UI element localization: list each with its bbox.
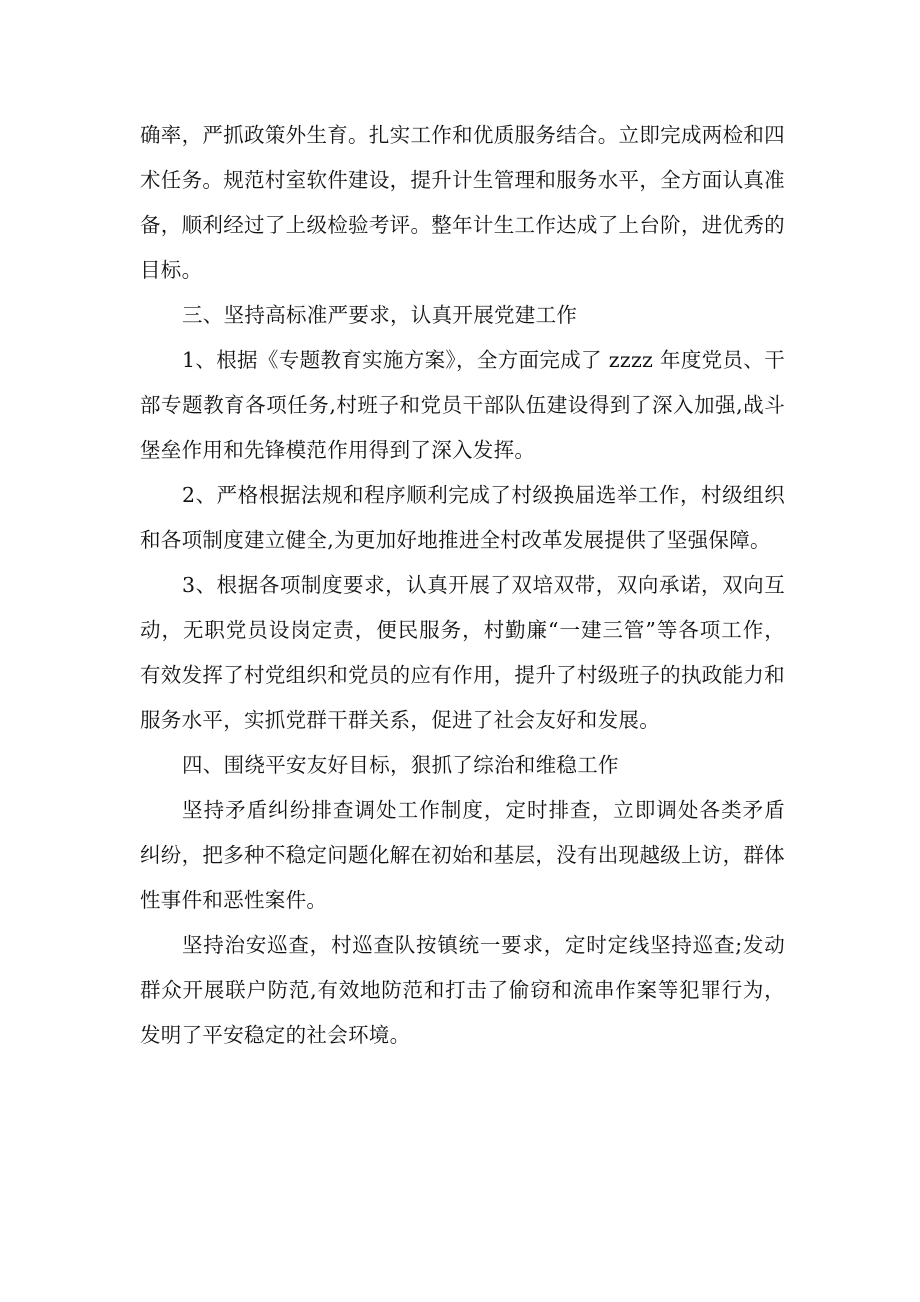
heading-public-security: 四、围绕平安友好目标，狠抓了综治和维稳工作 xyxy=(182,753,619,777)
paragraph-party-item-2: 2、严格根据法规和程序顺利完成了村级换届选举工作，村级组织和各项制度建立健全,为更加好地推进全村改革发展提供了坚强保障。 xyxy=(140,483,785,552)
paragraph-party-item-3: 3、根据各项制度要求，认真开展了双培双带，双向承诺，双向互动，无职党员设岗定责，便民服务，村勤廉“一建三管”等各项工作，有效发挥了村党组织和党员的应有作用，提升了村级班子的执政能力和服务水平，实抓党群干群关系，促进了社会友好和发展。 xyxy=(140,573,785,732)
paragraph-family-planning: 确率，严抓政策外生育。扎实工作和优质服务结合。立即完成两检和四术任务。规范村室软件建设，提升计生管理和服务水平，全方面认真准备，顺利经过了上级检验考评。整年计生工作达成了上台阶，进优秀的目标。 xyxy=(140,123,785,282)
heading-party-building: 三、坚持高标准严要求，认真开展党建工作 xyxy=(182,303,578,327)
paragraph-party-item-1: 1、根据《专题教育实施方案》，全方面完成了 zzzz 年度党员、干部专题教育各项任务,村班子和党员干部队伍建设得到了深入加强,战斗堡垒作用和先锋模范作用得到了深入发挥。 xyxy=(140,348,785,462)
paragraph-patrol: 坚持治安巡查，村巡查队按镇统一要求，定时定线坚持巡查;发动群众开展联户防范,有效地防范和打击了偷窃和流串作案等犯罪行为，发明了平安稳定的社会环境。 xyxy=(140,933,785,1047)
paragraph-dispute-resolution: 坚持矛盾纠纷排查调处工作制度，定时排查，立即调处各类矛盾纠纷，把多种不稳定问题化解在初始和基层，没有出现越级上访，群体性事件和恶性案件。 xyxy=(140,798,785,912)
document-body xyxy=(140,113,785,1058)
